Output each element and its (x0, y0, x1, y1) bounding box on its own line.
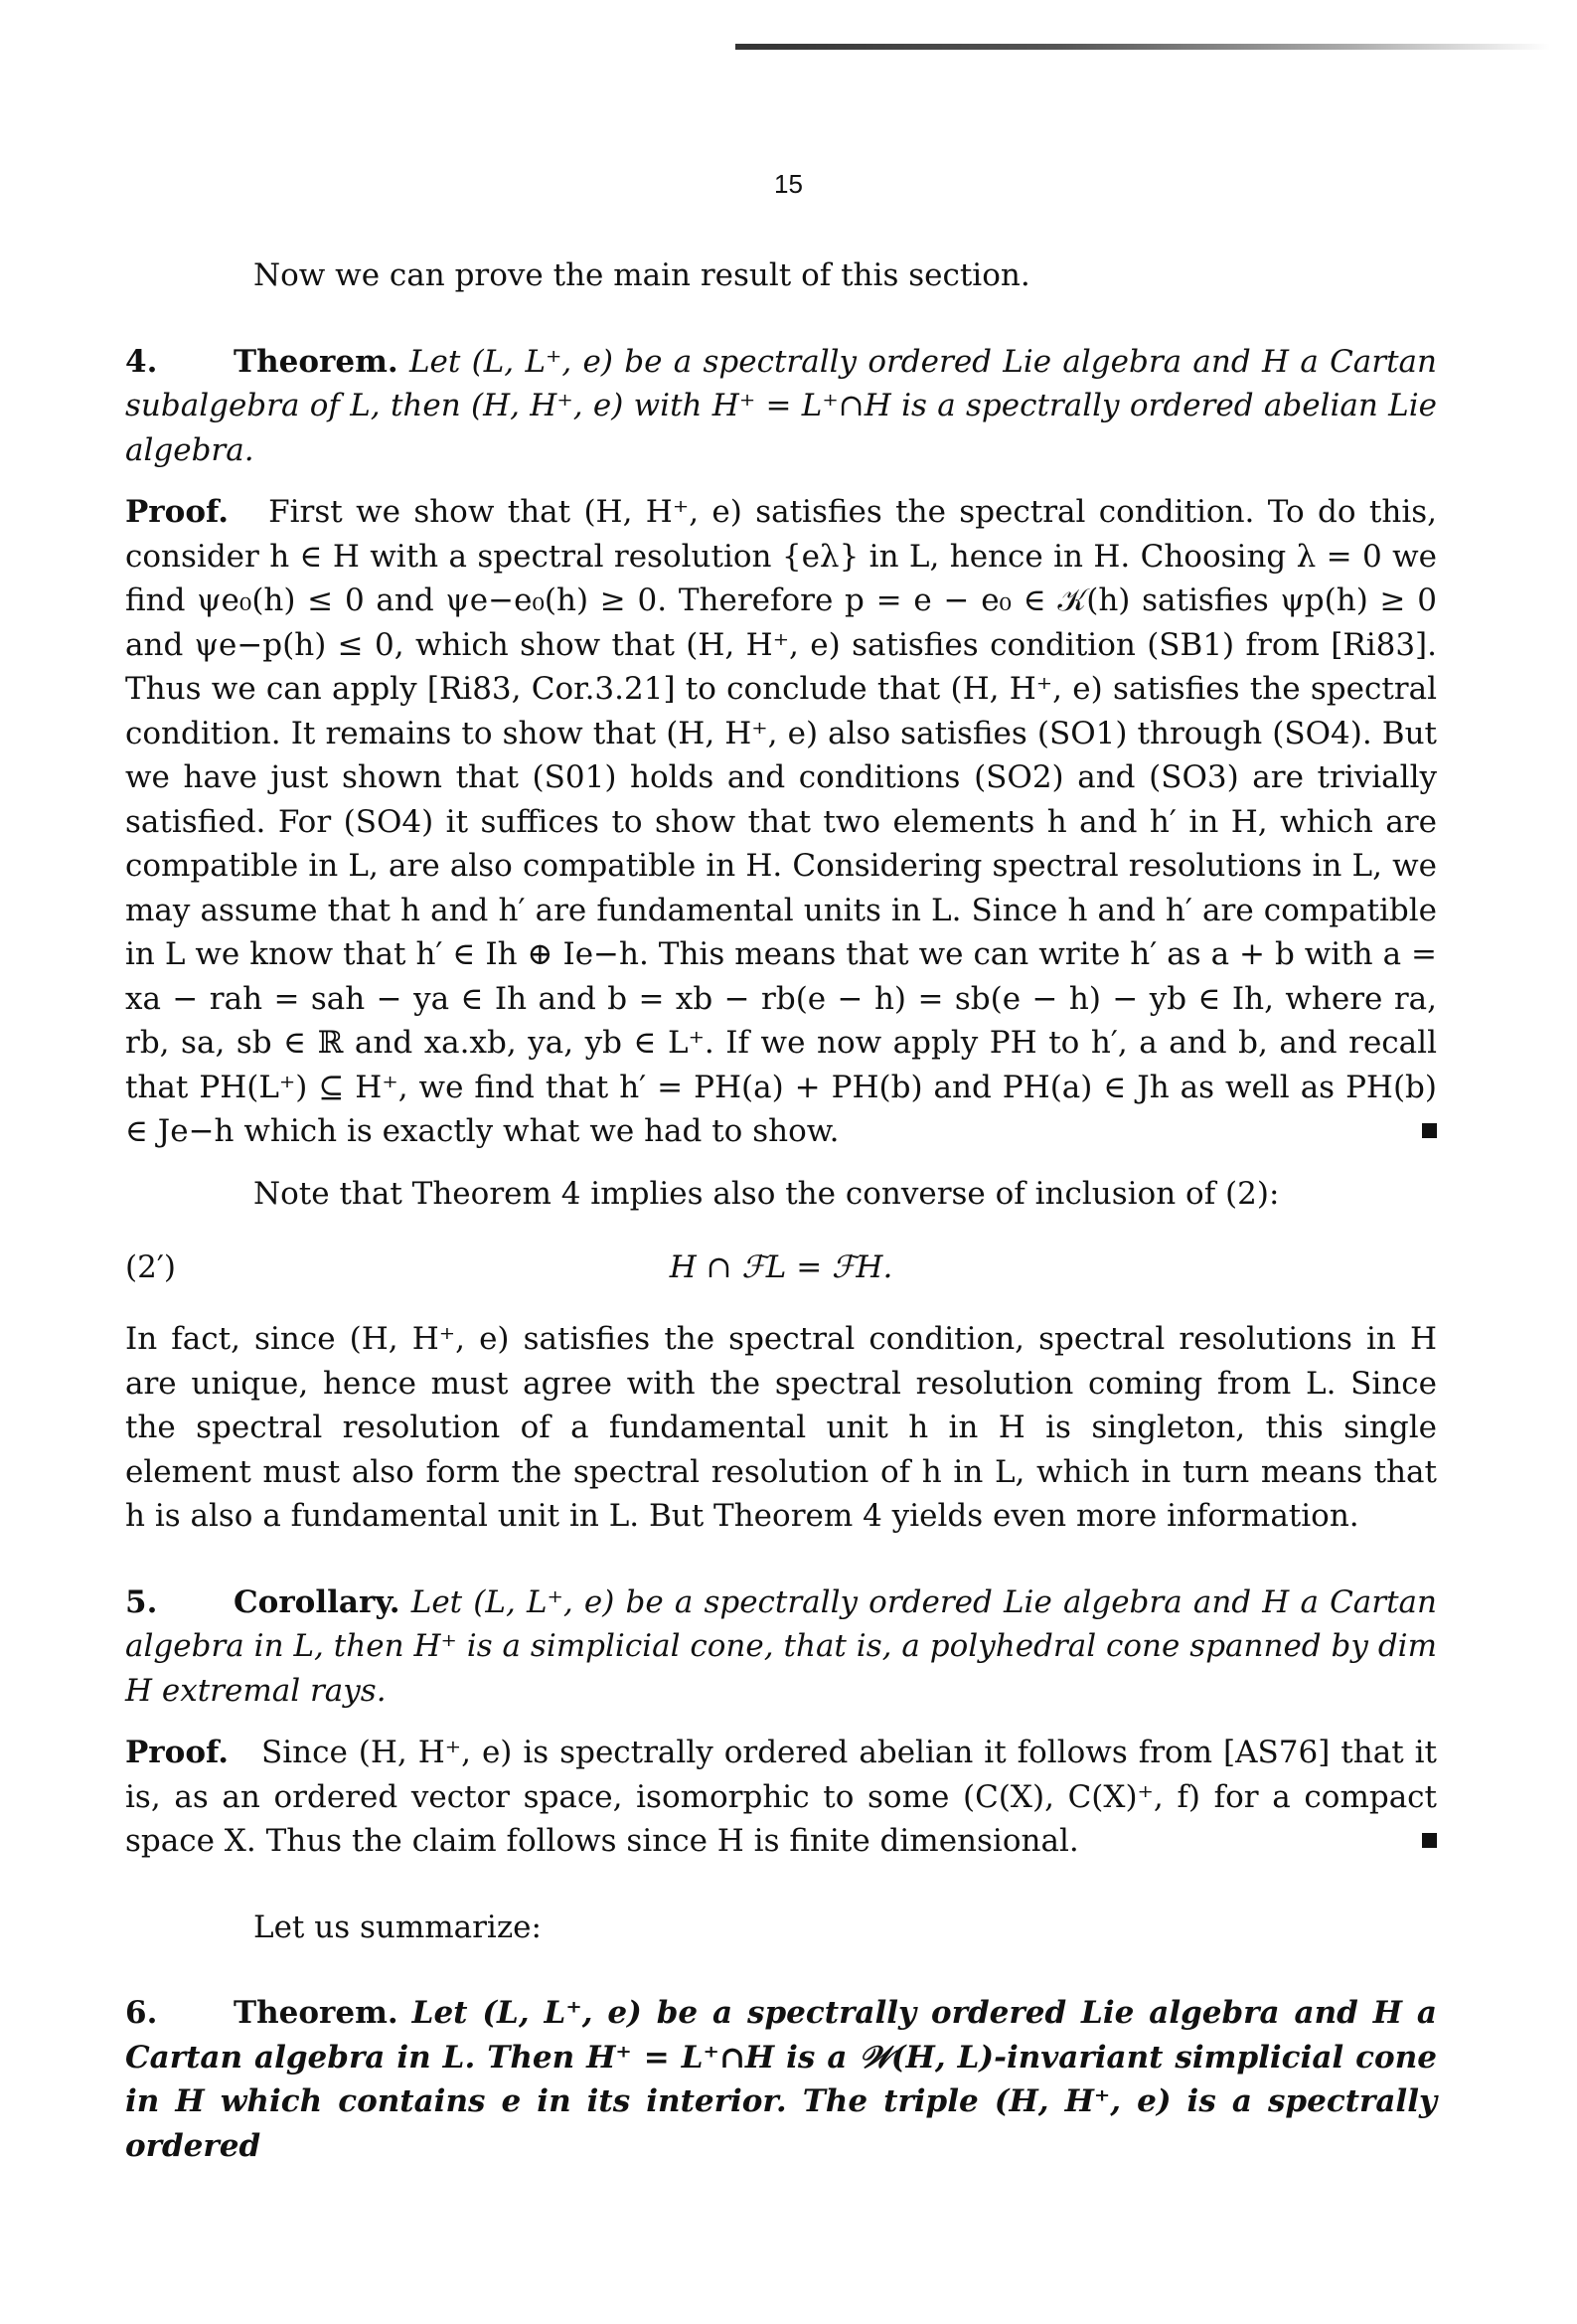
proof-5-heading: Proof. (125, 1735, 230, 1770)
theorem-6-heading: Theorem. (234, 1995, 398, 2031)
proof-5-text: Since (H, H⁺, e) is spectrally ordered abelian it follows from [AS76] that it is, as an ordered vector space, isomorphic to some (C(X), C(X)⁺, f) for a compact space X. Thus the claim follows since H is finite dimensional. (125, 1735, 1437, 1859)
theorem-4-statement: Let (L, L⁺, e) be a spectrally ordered Lie algebra and H a Cartan subalgebra of L, then (H, H⁺, e) with H⁺ = L⁺∩H is a spectrally ordered abelian Lie algebra. (125, 343, 1438, 468)
note-paragraph: Note that Theorem 4 implies also the converse of inclusion of (2): (253, 1175, 1280, 1212)
display-equation (125, 1238, 1437, 1297)
qed-mark-icon (1422, 1123, 1437, 1138)
equation-tag: (2′) (125, 1249, 176, 1285)
qed-mark-icon (1422, 1833, 1437, 1848)
theorem-6 (125, 1991, 1437, 2168)
proof-4 (125, 490, 1437, 1154)
equation-formula: H ∩ ℱL = ℱH. (669, 1249, 893, 1285)
fact-paragraph: In fact, since (H, H⁺, e) satisfies the spectral condition, spectral resolutions in H are unique, hence must agree with the spectral resolution coming from L. Since the spectral resolution of a fundamental unit h in H is singleton, this single element must also form the spectral resolution of h in L, which in turn means that h is also a fundamental unit in L. But Theorem 4 yields even more information. (125, 1321, 1437, 1534)
theorem-4-number: 4. (125, 343, 158, 380)
theorem-6-statement: Let (L, L⁺, e) be a spectrally ordered Lie algebra and H a Cartan algebra in L. Then H⁺ = L⁺∩H is a 𝒲(H, L)-invariant simplicial cone in H which contains e in its interior. The triple (H, H⁺, e) is a spectrally ordered (125, 1995, 1438, 2164)
page-body (125, 253, 1437, 2168)
intro-paragraph: Now we can prove the main result of this section. (253, 257, 1030, 293)
proof-4-heading: Proof. (125, 494, 230, 530)
theorem-4 (125, 340, 1437, 473)
summary-paragraph: Let us summarize: (253, 1909, 542, 1945)
theorem-6-number: 6. (125, 1995, 158, 2031)
theorem-4-heading: Theorem. (234, 343, 398, 380)
scan-edge-rule (735, 44, 1550, 50)
corollary-5 (125, 1580, 1437, 1714)
proof-4-text: First we show that (H, H⁺, e) satisfies the spectral condition. To do this, consider h ∈ H with a spectral resolution {eλ} in L, hence in H. Choosing λ = 0 we find ψe₀(h) ≤ 0 and ψe−e₀(h) ≥ 0. Therefore p = e − e₀ ∈ 𝒦(h) satisfies ψp(h) ≥ 0 and ψe−p(h) ≤ 0, which show that (H, H⁺, e) satisfies condition (SB1) from [Ri83]. Thus we can apply [Ri83, Cor.3.21] to conclude that (H, H⁺, e) satisfies the spectral condition. It remains to show that (H, H⁺, e) also satisfies (SO1) through (SO4). But we have just shown that (S01) holds and conditions (SO2) and (SO3) are trivially satisfied. For (SO4) it suffices to show that two elements h and h′ in H, which are compatible in L, are also compatible in H. Considering spectral resolutions in L, we may assume that h and h′ are fundamental units in L. Since h and h′ are compatible in L we know that h′ ∈ Ih ⊕ Ie−h. This means that we can write h′ as a + b with a = xa − rah = sah − ya ∈ Ih and b = xb − rb(e − h) = sb(e − h) − yb ∈ Ih, where ra, rb, sa, sb ∈ ℝ and xa.xb, ya, yb ∈ L⁺. If we now apply PH to h′, a and b, and recall that PH(L⁺) ⊆ H⁺, we find that h′ = PH(a) + PH(b) and PH(a) ∈ Jh as well as PH(b) ∈ Je−h which is exactly what we had to show. (125, 494, 1437, 1149)
corollary-5-number: 5. (125, 1583, 158, 1620)
proof-5 (125, 1731, 1437, 1864)
corollary-5-statement: Let (L, L⁺, e) be a spectrally ordered Lie algebra and H a Cartan algebra in L, then H⁺ is a simplicial cone, that is, a polyhedral cone spanned by dim H extremal rays. (125, 1583, 1437, 1709)
corollary-5-heading: Corollary. (234, 1583, 400, 1620)
page-number: 15 (774, 169, 803, 199)
